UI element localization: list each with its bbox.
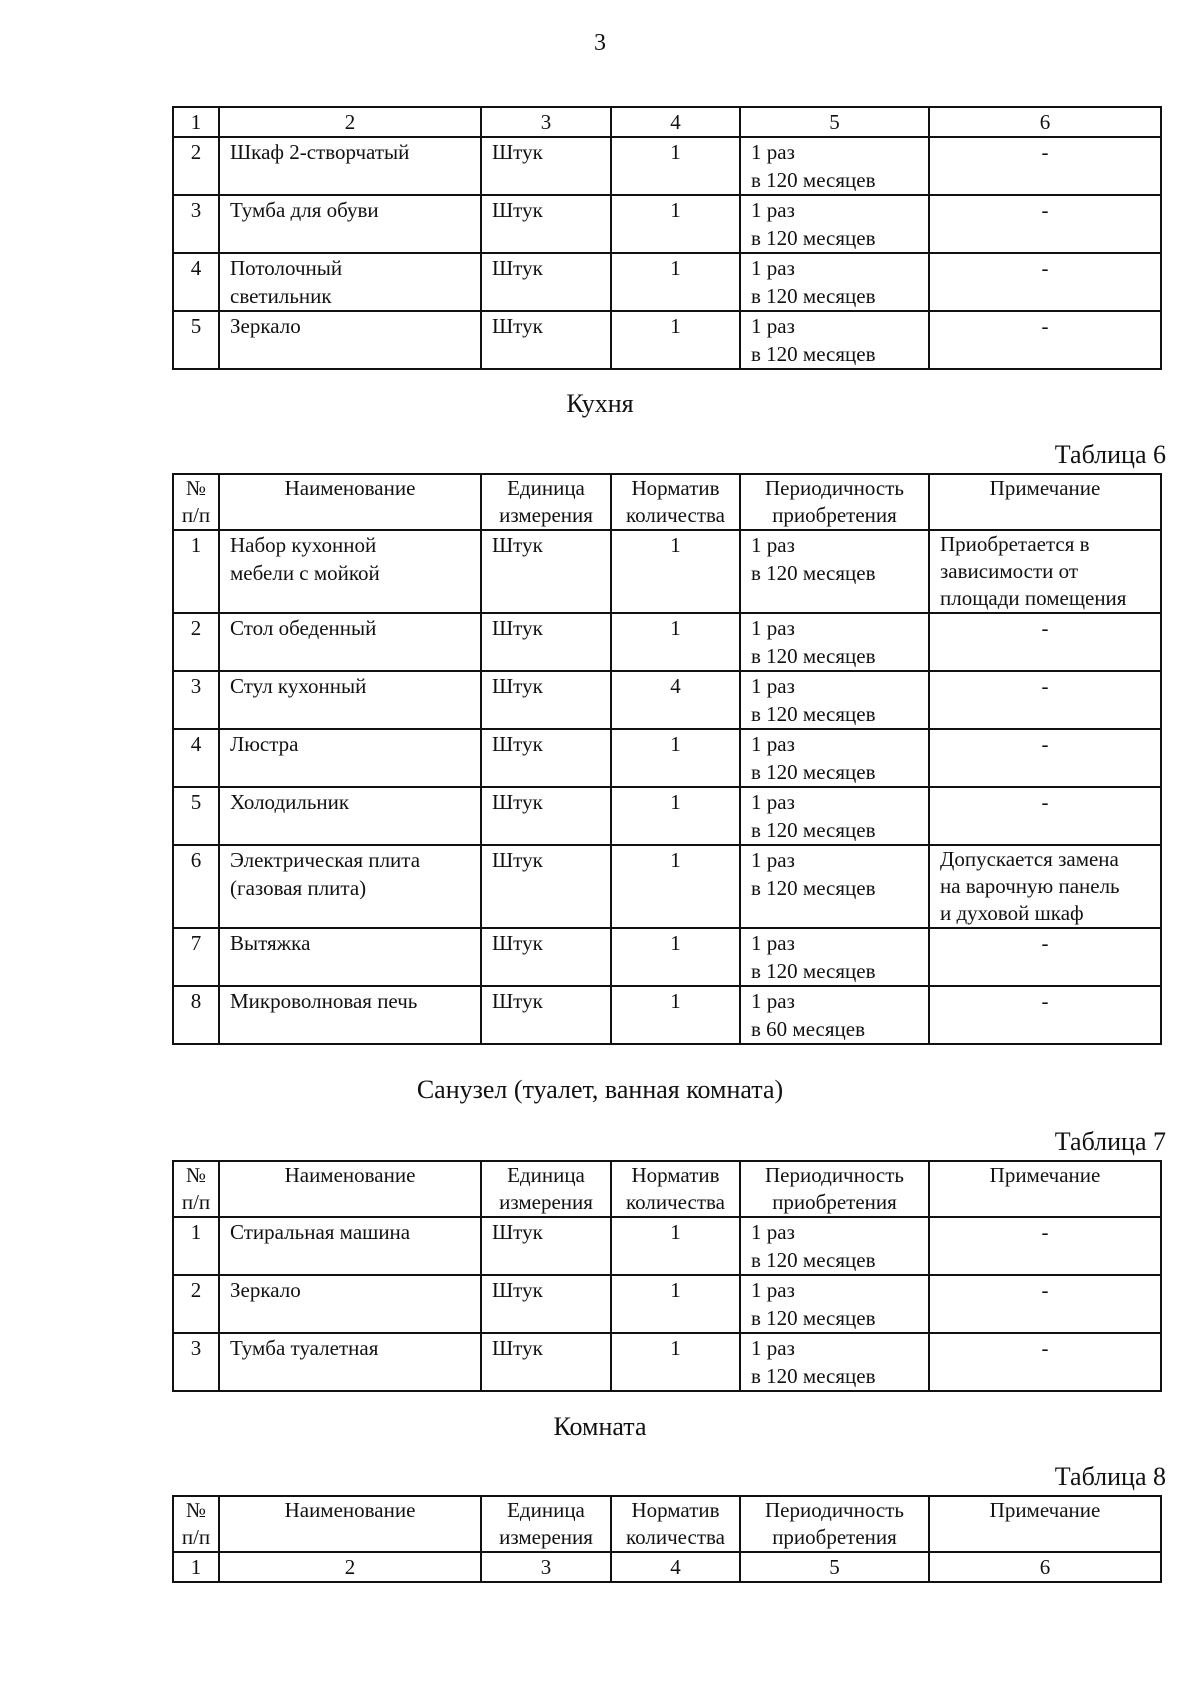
item-note-line: - <box>1041 1336 1049 1360</box>
item-note-line: - <box>1041 616 1049 640</box>
row-number: 4 <box>173 253 219 311</box>
header-name <box>219 1161 481 1217</box>
item-name-line: Набор кухонной <box>230 533 377 557</box>
row-number: 2 <box>173 613 219 671</box>
item-unit: Штук <box>481 986 611 1044</box>
item-quantity: 1 <box>611 729 740 787</box>
header-num-line: № <box>185 1163 207 1187</box>
item-name-line: Вытяжка <box>230 931 311 955</box>
header-note-line: Примечание <box>989 1163 1101 1187</box>
item-name-line: светильник <box>230 284 332 308</box>
item-period <box>740 787 929 845</box>
item-period-line: 1 раз <box>751 790 795 814</box>
header-period-line: приобретения <box>772 1525 897 1549</box>
header-row <box>173 1496 1161 1552</box>
item-name-line: (газовая плита) <box>230 876 367 900</box>
item-note <box>929 613 1161 671</box>
item-name-line: Тумба для обуви <box>230 198 379 222</box>
item-note-line: и духовой шкаф <box>940 901 1084 925</box>
item-name-line: Стиральная машина <box>230 1220 411 1244</box>
item-period-line: в 60 месяцев <box>751 1017 866 1041</box>
header-num-line: п/п <box>181 1525 211 1549</box>
item-name-line: мебели с мойкой <box>230 561 380 585</box>
table-label-6: Таблица 6 <box>1054 440 1166 469</box>
room-table <box>172 1495 1162 1583</box>
item-period-line: в 120 месяцев <box>751 561 876 585</box>
item-name <box>219 845 481 928</box>
table-row <box>173 195 1161 253</box>
row-number: 2 <box>173 137 219 195</box>
item-note-line: - <box>1041 732 1049 756</box>
item-note-line: - <box>1041 1278 1049 1302</box>
column-number: 1 <box>173 1552 219 1582</box>
item-period <box>740 729 929 787</box>
item-period <box>740 195 929 253</box>
column-number: 6 <box>929 1552 1161 1582</box>
item-name-line: Шкаф 2-створчатый <box>230 140 410 164</box>
item-quantity: 1 <box>611 311 740 369</box>
table-label-8: Таблица 8 <box>1054 1462 1166 1491</box>
item-period <box>740 671 929 729</box>
header-qty <box>611 474 740 530</box>
item-quantity: 1 <box>611 195 740 253</box>
item-note <box>929 530 1161 613</box>
row-number: 2 <box>173 1275 219 1333</box>
item-quantity: 1 <box>611 845 740 928</box>
header-unit-line: Единица <box>507 1163 585 1187</box>
item-note <box>929 311 1161 369</box>
item-period-line: 1 раз <box>751 931 795 955</box>
item-note-line: на варочную панель <box>940 874 1120 898</box>
table-row <box>173 311 1161 369</box>
item-name <box>219 253 481 311</box>
column-number: 4 <box>611 107 740 137</box>
table-row <box>173 253 1161 311</box>
item-name-line: Холодильник <box>230 790 350 814</box>
row-number: 7 <box>173 928 219 986</box>
item-note <box>929 986 1161 1044</box>
header-name-line: Наименование <box>284 1498 416 1522</box>
row-number: 3 <box>173 1333 219 1391</box>
item-quantity: 1 <box>611 928 740 986</box>
column-number: 4 <box>611 1552 740 1582</box>
header-qty-line: Норматив <box>631 476 720 500</box>
header-unit <box>481 474 611 530</box>
header-note-line: Примечание <box>989 476 1101 500</box>
item-name <box>219 613 481 671</box>
header-note-line: Примечание <box>989 1498 1101 1522</box>
header-unit-line: измерения <box>499 1525 593 1549</box>
header-row <box>173 1161 1161 1217</box>
column-number-row <box>173 107 1161 137</box>
item-note-line: - <box>1041 198 1049 222</box>
item-period-line: в 120 месяцев <box>751 760 876 784</box>
header-period <box>740 1161 929 1217</box>
header-unit-line: измерения <box>499 1190 593 1214</box>
item-note <box>929 137 1161 195</box>
header-period-line: приобретения <box>772 503 897 527</box>
item-name <box>219 1333 481 1391</box>
item-name <box>219 986 481 1044</box>
row-number: 3 <box>173 195 219 253</box>
table-row <box>173 928 1161 986</box>
header-period-line: Периодичность <box>765 476 904 500</box>
item-period-line: в 120 месяцев <box>751 1248 876 1272</box>
item-period-line: 1 раз <box>751 198 795 222</box>
item-quantity: 1 <box>611 530 740 613</box>
table-row <box>173 845 1161 928</box>
item-period-line: 1 раз <box>751 674 795 698</box>
item-note-line: - <box>1041 989 1049 1013</box>
header-note <box>929 1161 1161 1217</box>
item-note-line: - <box>1041 674 1049 698</box>
item-period <box>740 253 929 311</box>
item-name-line: Тумба туалетная <box>230 1336 379 1360</box>
item-note <box>929 671 1161 729</box>
item-period-line: 1 раз <box>751 256 795 280</box>
item-period-line: в 120 месяцев <box>751 702 876 726</box>
item-unit: Штук <box>481 613 611 671</box>
item-note-line: - <box>1041 931 1049 955</box>
row-number: 1 <box>173 1217 219 1275</box>
item-note-line: - <box>1041 790 1049 814</box>
item-period-line: 1 раз <box>751 1278 795 1302</box>
row-number: 5 <box>173 787 219 845</box>
item-period <box>740 530 929 613</box>
column-number-row <box>173 1552 1161 1582</box>
header-num-line: № <box>185 476 207 500</box>
item-period-line: в 120 месяцев <box>751 168 876 192</box>
item-note <box>929 1217 1161 1275</box>
header-num <box>173 1161 219 1217</box>
item-period-line: 1 раз <box>751 616 795 640</box>
header-name <box>219 1496 481 1552</box>
item-note <box>929 253 1161 311</box>
column-number: 1 <box>173 107 219 137</box>
item-period-line: 1 раз <box>751 1336 795 1360</box>
item-note <box>929 845 1161 928</box>
item-quantity: 1 <box>611 986 740 1044</box>
item-name <box>219 137 481 195</box>
item-period-line: 1 раз <box>751 1220 795 1244</box>
item-unit: Штук <box>481 253 611 311</box>
item-period <box>740 613 929 671</box>
item-unit: Штук <box>481 195 611 253</box>
item-note <box>929 729 1161 787</box>
header-name-line: Наименование <box>284 476 416 500</box>
item-note <box>929 195 1161 253</box>
table-row <box>173 613 1161 671</box>
item-name-line: Потолочный <box>230 256 343 280</box>
table-label-7: Таблица 7 <box>1054 1127 1166 1156</box>
item-quantity: 1 <box>611 613 740 671</box>
item-period <box>740 845 929 928</box>
item-note-line: Допускается замена <box>940 847 1119 871</box>
item-quantity: 1 <box>611 1275 740 1333</box>
item-period-line: 1 раз <box>751 314 795 338</box>
item-quantity: 1 <box>611 787 740 845</box>
item-unit: Штук <box>481 671 611 729</box>
header-period-line: приобретения <box>772 1190 897 1214</box>
item-period <box>740 986 929 1044</box>
item-name-line: Зеркало <box>230 1278 301 1302</box>
item-name <box>219 928 481 986</box>
table-row <box>173 787 1161 845</box>
item-name <box>219 1275 481 1333</box>
item-period-line: в 120 месяцев <box>751 1364 876 1388</box>
header-num-line: № <box>185 1498 207 1522</box>
item-name <box>219 195 481 253</box>
header-qty-line: количества <box>626 1525 725 1549</box>
item-note-line: - <box>1041 1220 1049 1244</box>
column-number: 3 <box>481 107 611 137</box>
item-period <box>740 1333 929 1391</box>
header-unit <box>481 1161 611 1217</box>
item-period-line: в 120 месяцев <box>751 959 876 983</box>
item-name <box>219 671 481 729</box>
item-unit: Штук <box>481 1333 611 1391</box>
item-period <box>740 1275 929 1333</box>
item-name-line: Люстра <box>230 732 299 756</box>
item-name-line: Зеркало <box>230 314 301 338</box>
continued-table <box>172 106 1162 370</box>
header-qty <box>611 1496 740 1552</box>
item-note-line: - <box>1041 256 1049 280</box>
item-name-line: Микроволновая печь <box>230 989 418 1013</box>
header-note <box>929 474 1161 530</box>
header-num-line: п/п <box>181 503 211 527</box>
item-note <box>929 1275 1161 1333</box>
column-number: 5 <box>740 107 929 137</box>
header-num <box>173 474 219 530</box>
item-unit: Штук <box>481 1275 611 1333</box>
header-name <box>219 474 481 530</box>
row-number: 1 <box>173 530 219 613</box>
header-unit-line: измерения <box>499 503 593 527</box>
column-number: 2 <box>219 107 481 137</box>
item-unit: Штук <box>481 530 611 613</box>
header-period <box>740 1496 929 1552</box>
header-qty-line: количества <box>626 1190 725 1214</box>
item-note <box>929 1333 1161 1391</box>
column-number: 5 <box>740 1552 929 1582</box>
kitchen-table <box>172 473 1162 1045</box>
item-note <box>929 928 1161 986</box>
header-qty <box>611 1161 740 1217</box>
item-period-line: 1 раз <box>751 848 795 872</box>
item-name <box>219 729 481 787</box>
item-unit: Штук <box>481 845 611 928</box>
table-row <box>173 1333 1161 1391</box>
item-name <box>219 787 481 845</box>
table-row <box>173 137 1161 195</box>
item-period-line: в 120 месяцев <box>751 876 876 900</box>
item-quantity: 1 <box>611 253 740 311</box>
section-title-bathroom: Санузел (туалет, ванная комната) <box>416 1075 784 1104</box>
item-name-line: Электрическая плита <box>230 848 421 872</box>
table-row <box>173 671 1161 729</box>
item-unit: Штук <box>481 928 611 986</box>
item-note-line: - <box>1041 140 1049 164</box>
header-unit-line: Единица <box>507 1498 585 1522</box>
item-note <box>929 787 1161 845</box>
item-name-line: Стул кухонный <box>230 674 367 698</box>
item-name <box>219 311 481 369</box>
item-unit: Штук <box>481 311 611 369</box>
section-title-kitchen: Кухня <box>566 389 634 418</box>
item-period-line: в 120 месяцев <box>751 342 876 366</box>
column-number: 2 <box>219 1552 481 1582</box>
item-unit: Штук <box>481 137 611 195</box>
table-row <box>173 530 1161 613</box>
header-qty-line: количества <box>626 503 725 527</box>
item-period-line: в 120 месяцев <box>751 1306 876 1330</box>
item-quantity: 4 <box>611 671 740 729</box>
item-note-line: Приобретается в <box>940 532 1090 556</box>
header-period <box>740 474 929 530</box>
item-name-line: Стол обеденный <box>230 616 377 640</box>
item-period-line: 1 раз <box>751 732 795 756</box>
header-unit <box>481 1496 611 1552</box>
item-period-line: 1 раз <box>751 989 795 1013</box>
item-period <box>740 311 929 369</box>
item-period-line: в 120 месяцев <box>751 226 876 250</box>
item-period <box>740 137 929 195</box>
item-note-line: площади помещения <box>940 586 1127 610</box>
header-name-line: Наименование <box>284 1163 416 1187</box>
item-name <box>219 530 481 613</box>
column-number: 6 <box>929 107 1161 137</box>
item-note-line: - <box>1041 314 1049 338</box>
header-qty-line: Норматив <box>631 1498 720 1522</box>
row-number: 3 <box>173 671 219 729</box>
header-period-line: Периодичность <box>765 1163 904 1187</box>
column-number: 3 <box>481 1552 611 1582</box>
item-unit: Штук <box>481 729 611 787</box>
table-row <box>173 1275 1161 1333</box>
item-quantity: 1 <box>611 1333 740 1391</box>
item-quantity: 1 <box>611 1217 740 1275</box>
item-period-line: 1 раз <box>751 140 795 164</box>
bathroom-table <box>172 1160 1162 1392</box>
header-qty-line: Норматив <box>631 1163 720 1187</box>
row-number: 4 <box>173 729 219 787</box>
item-unit: Штук <box>481 1217 611 1275</box>
item-note-line: зависимости от <box>940 559 1079 583</box>
item-period <box>740 1217 929 1275</box>
header-unit-line: Единица <box>507 476 585 500</box>
header-row <box>173 474 1161 530</box>
item-period-line: в 120 месяцев <box>751 284 876 308</box>
row-number: 8 <box>173 986 219 1044</box>
item-period-line: в 120 месяцев <box>751 818 876 842</box>
item-period-line: в 120 месяцев <box>751 644 876 668</box>
section-title-room: Комната <box>553 1412 647 1441</box>
header-num <box>173 1496 219 1552</box>
table-row <box>173 986 1161 1044</box>
item-name <box>219 1217 481 1275</box>
item-unit: Штук <box>481 787 611 845</box>
header-note <box>929 1496 1161 1552</box>
header-period-line: Периодичность <box>765 1498 904 1522</box>
table-row <box>173 729 1161 787</box>
row-number: 5 <box>173 311 219 369</box>
item-period <box>740 928 929 986</box>
page-number: 3 <box>594 30 606 56</box>
header-num-line: п/п <box>181 1190 211 1214</box>
table-row <box>173 1217 1161 1275</box>
item-quantity: 1 <box>611 137 740 195</box>
item-period-line: 1 раз <box>751 533 795 557</box>
row-number: 6 <box>173 845 219 928</box>
